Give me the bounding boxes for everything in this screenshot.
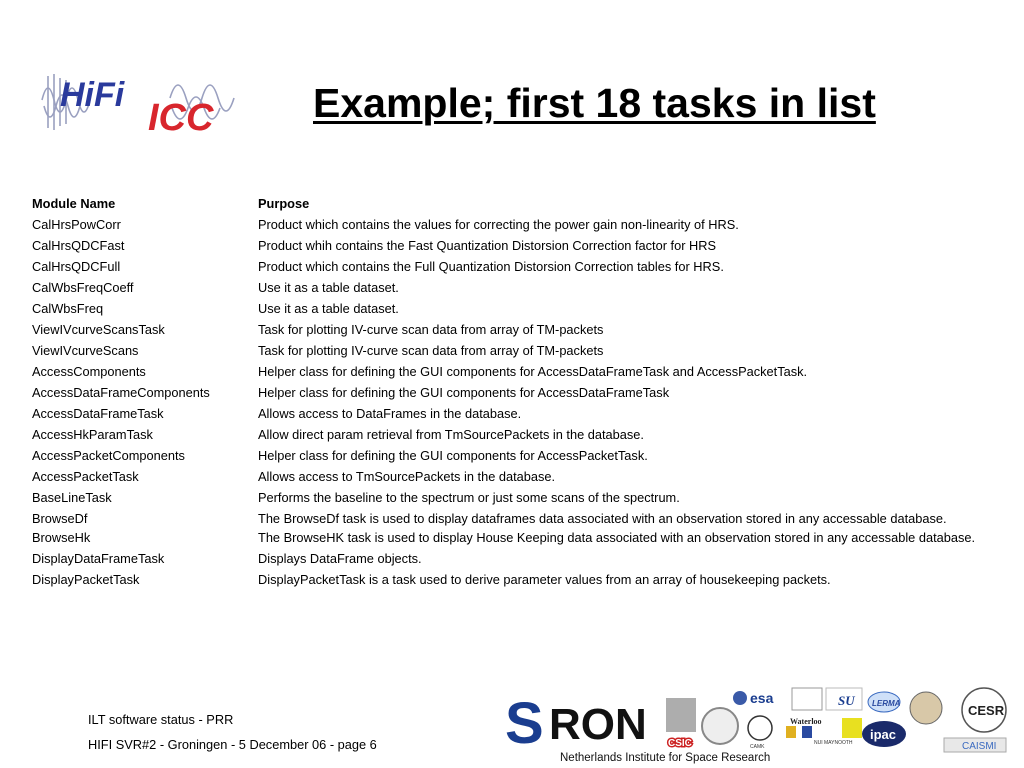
task-table xyxy=(32,193,1002,590)
shield-logo xyxy=(802,726,812,738)
ipac-text: ipac xyxy=(870,727,897,742)
module-name-cell: CalWbsFreq xyxy=(32,301,104,316)
lerma-text: LERMA xyxy=(872,699,901,708)
module-name-cell: ViewIVcurveScans xyxy=(32,343,139,358)
purpose-cell: Performs the baseline to the spectrum or just some scans of the spectrum. xyxy=(258,490,680,505)
table-row xyxy=(32,510,1002,527)
table-row xyxy=(32,445,1002,466)
camk-logo xyxy=(748,716,772,750)
header-module-name: Module Name xyxy=(32,196,116,211)
module-name-cell: AccessDataFrameTask xyxy=(32,406,164,421)
table-row xyxy=(32,548,1002,569)
module-name-cell: AccessPacketTask xyxy=(32,469,139,484)
table-row xyxy=(32,319,1002,340)
module-name-cell: BrowseHk xyxy=(32,530,91,545)
module-name-cell: CalHrsQDCFull xyxy=(32,259,121,274)
esa-logo xyxy=(733,690,774,706)
green-emblem xyxy=(842,718,862,738)
purpose-cell: Use it as a table dataset. xyxy=(258,280,399,295)
module-name-cell: AccessPacketComponents xyxy=(32,448,185,463)
table-row xyxy=(32,487,1002,508)
purpose-cell: Task for plotting IV-curve scan data from array of TM-packets xyxy=(258,322,604,337)
su-text: SU xyxy=(838,693,855,708)
lab-logo xyxy=(792,688,822,710)
purpose-cell: Product which contains the values for correcting the power gain non-linearity of HRS. xyxy=(258,217,739,232)
csic-logo xyxy=(666,698,696,749)
module-name-cell: ViewIVcurveScansTask xyxy=(32,322,165,337)
purpose-cell: The BrowseHK task is used to display House Keeping data associated with an observation stored in any accessable database. xyxy=(258,530,976,545)
maynooth-text: NUI MAYNOOTH xyxy=(814,740,853,746)
su-logo xyxy=(826,688,862,710)
table-row xyxy=(32,382,1002,403)
hifi-icc-logo xyxy=(40,70,250,134)
purpose-cell: Displays DataFrame objects. xyxy=(258,551,422,566)
module-name-cell: DisplayDataFrameTask xyxy=(32,551,165,566)
table-row xyxy=(32,466,1002,487)
module-name-cell: BrowseDf xyxy=(32,511,88,526)
purpose-cell: Task for plotting IV-curve scan data from array of TM-packets xyxy=(258,343,604,358)
sron-subtitle: Netherlands Institute for Space Research xyxy=(560,752,771,764)
table-row xyxy=(32,569,1002,590)
table-row xyxy=(32,235,1002,256)
seal-logo xyxy=(702,708,738,744)
module-name-cell: CalHrsPowCorr xyxy=(32,217,121,232)
logo-hifi-text: HiFi xyxy=(60,76,125,114)
table-row xyxy=(32,361,1002,382)
observatory-logo xyxy=(910,692,942,724)
table-row xyxy=(32,403,1002,424)
module-name-cell: AccessDataFrameComponents xyxy=(32,385,210,400)
table-header-row xyxy=(32,193,1002,214)
module-name-cell: BaseLineTask xyxy=(32,490,112,505)
table-row xyxy=(32,214,1002,235)
table-row xyxy=(32,277,1002,298)
table-row xyxy=(32,529,1002,546)
slide-title: Example; first 18 tasks in list xyxy=(313,80,876,126)
waterloo-shield xyxy=(786,726,796,738)
module-name-cell: CalWbsFreqCoeff xyxy=(32,280,134,295)
purpose-cell: Allow direct param retrieval from TmSourcePackets in the database. xyxy=(258,427,644,442)
caismi-text: CAISMI xyxy=(962,741,997,752)
purpose-cell: Product which contains the Full Quantization Distorsion Correction tables for HRS. xyxy=(258,259,724,274)
purpose-cell: Helper class for defining the GUI components for AccessDataFrameTask and AccessPacketTask. xyxy=(258,364,808,379)
purpose-cell: DisplayPacketTask is a task used to derive parameter values from an array of housekeeping packets. xyxy=(258,572,831,587)
partner-logos xyxy=(664,686,1019,766)
header-purpose: Purpose xyxy=(258,196,310,211)
module-name-cell: DisplayPacketTask xyxy=(32,572,140,587)
table-row xyxy=(32,424,1002,445)
table-row xyxy=(32,340,1002,361)
purpose-cell: Use it as a table dataset. xyxy=(258,301,399,316)
sron-wordmark: RON xyxy=(549,700,647,749)
module-name-cell: CalHrsQDCFast xyxy=(32,238,125,253)
logo-icc-text: ICC xyxy=(148,97,214,134)
footer-line-2: HIFI SVR#2 - Groningen - 5 December 06 - page 6 xyxy=(88,737,377,752)
lerma-logo xyxy=(868,692,901,712)
caismi-logo xyxy=(944,738,1006,752)
purpose-cell: Helper class for defining the GUI components for AccessDataFrameTask xyxy=(258,385,670,400)
purpose-cell: Helper class for defining the GUI components for AccessPacketTask. xyxy=(258,448,648,463)
table-row xyxy=(32,256,1002,277)
camk-text: CAMK xyxy=(750,744,765,750)
purpose-cell: Allows access to TmSourcePackets in the database. xyxy=(258,469,556,484)
ipac-logo xyxy=(862,721,906,747)
module-name-cell: AccessHkParamTask xyxy=(32,427,153,442)
sron-s: S xyxy=(505,693,544,756)
cesr-logo xyxy=(962,688,1006,732)
waterloo-logo: Waterloo xyxy=(790,717,822,726)
footer-line-1: ILT software status - PRR xyxy=(88,712,234,727)
purpose-cell: Allows access to DataFrames in the database. xyxy=(258,406,522,421)
module-name-cell: AccessComponents xyxy=(32,364,146,379)
esa-text: esa xyxy=(750,690,774,706)
csic-text: CSIC xyxy=(668,738,692,749)
purpose-cell: The BrowseDf task is used to display dataframes data associated with an observation stored in any accessable database. xyxy=(258,511,947,526)
table-row xyxy=(32,298,1002,319)
purpose-cell: Product whih contains the Fast Quantization Distorsion Correction factor for HRS xyxy=(258,238,717,253)
cesr-text: CESR xyxy=(968,703,1005,718)
